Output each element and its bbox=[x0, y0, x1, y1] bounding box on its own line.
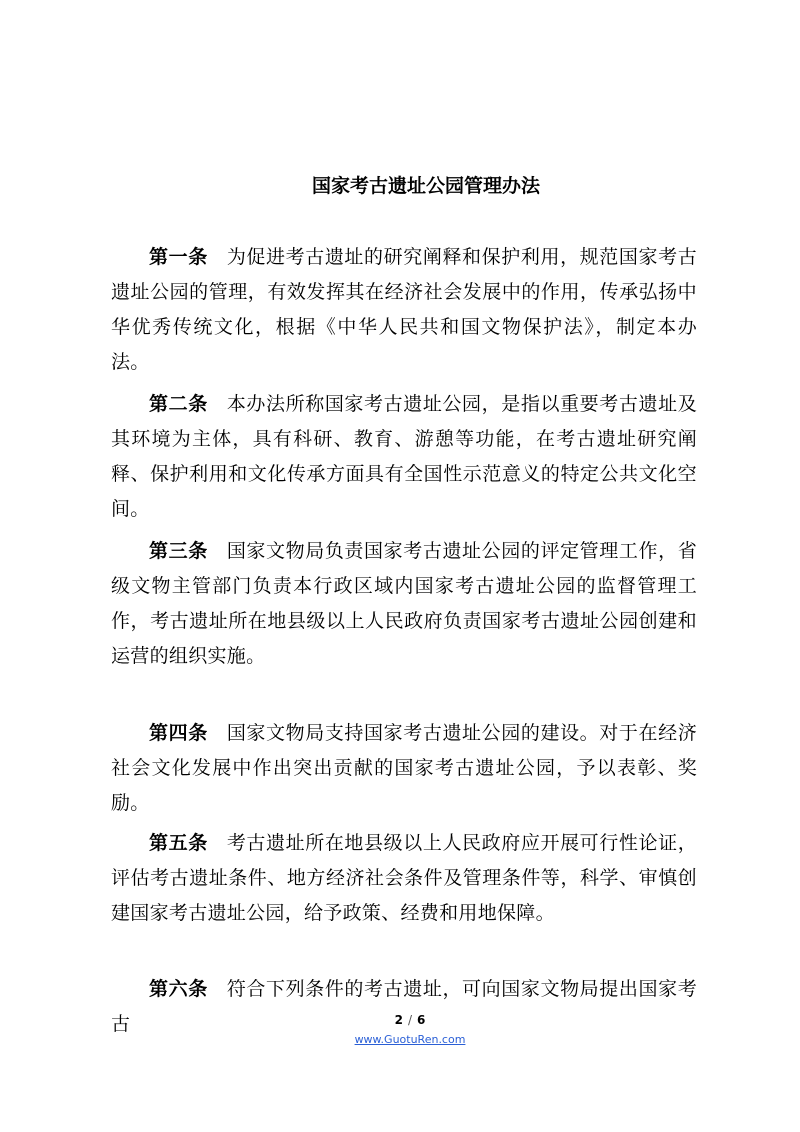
article-label: 第五条 bbox=[149, 832, 208, 854]
article-2 bbox=[111, 387, 697, 527]
article-text: 国家文物局负责国家考古遗址公园的评定管理工作，省级文物主管部门负责本行政区域内国家考古遗址公园的监督管理工作，考古遗址所在地县级以上人民政府负责国家考古遗址公园创建和运营的组织实施。 bbox=[111, 540, 697, 667]
article-label: 第二条 bbox=[149, 393, 208, 415]
article-label: 第四条 bbox=[149, 722, 208, 744]
article-1 bbox=[111, 240, 697, 380]
article-text: 国家文物局支持国家考古遗址公园的建设。对于在经济社会文化发展中作出突出贡献的国家考古遗址公园，予以表彰、奖励。 bbox=[111, 722, 697, 814]
article-text: 考古遗址所在地县级以上人民政府应开展可行性论证，评估考古遗址条件、地方经济社会条件及管理条件等，科学、审慎创建国家考古遗址公园，给予政策、经费和用地保障。 bbox=[111, 832, 697, 924]
article-text: 为促进考古遗址的研究阐释和保护利用，规范国家考古遗址公园的管理，有效发挥其在经济社会发展中的作用，传承弘扬中华优秀传统文化，根据《中华人民共和国文物保护法》，制定本办法。 bbox=[111, 246, 697, 373]
article-text: 符合下列条件的考古遗址，可向国家文物局提出国家考古 bbox=[111, 978, 697, 1035]
website-link[interactable]: www.GuotuRen.com bbox=[354, 1033, 466, 1046]
article-label: 第六条 bbox=[149, 978, 208, 1000]
total-pages: 6 bbox=[417, 1013, 426, 1027]
document-title: 国家考古遗址公园管理办法 bbox=[311, 175, 540, 197]
article-label: 第一条 bbox=[149, 246, 208, 268]
article-5 bbox=[111, 826, 697, 931]
page-footer bbox=[0, 1012, 800, 1047]
article-4 bbox=[111, 716, 697, 821]
article-label: 第三条 bbox=[149, 540, 208, 562]
current-page: 2 bbox=[394, 1013, 403, 1027]
article-3 bbox=[111, 534, 697, 674]
page-separator: / bbox=[407, 1013, 413, 1027]
page-number bbox=[0, 1012, 800, 1028]
article-text: 本办法所称国家考古遗址公园，是指以重要考古遗址及其环境为主体，具有科研、教育、游憩等功能，在考古遗址研究阐释、保护利用和文化传承方面具有全国性示范意义的特定公共文化空间。 bbox=[111, 393, 697, 520]
